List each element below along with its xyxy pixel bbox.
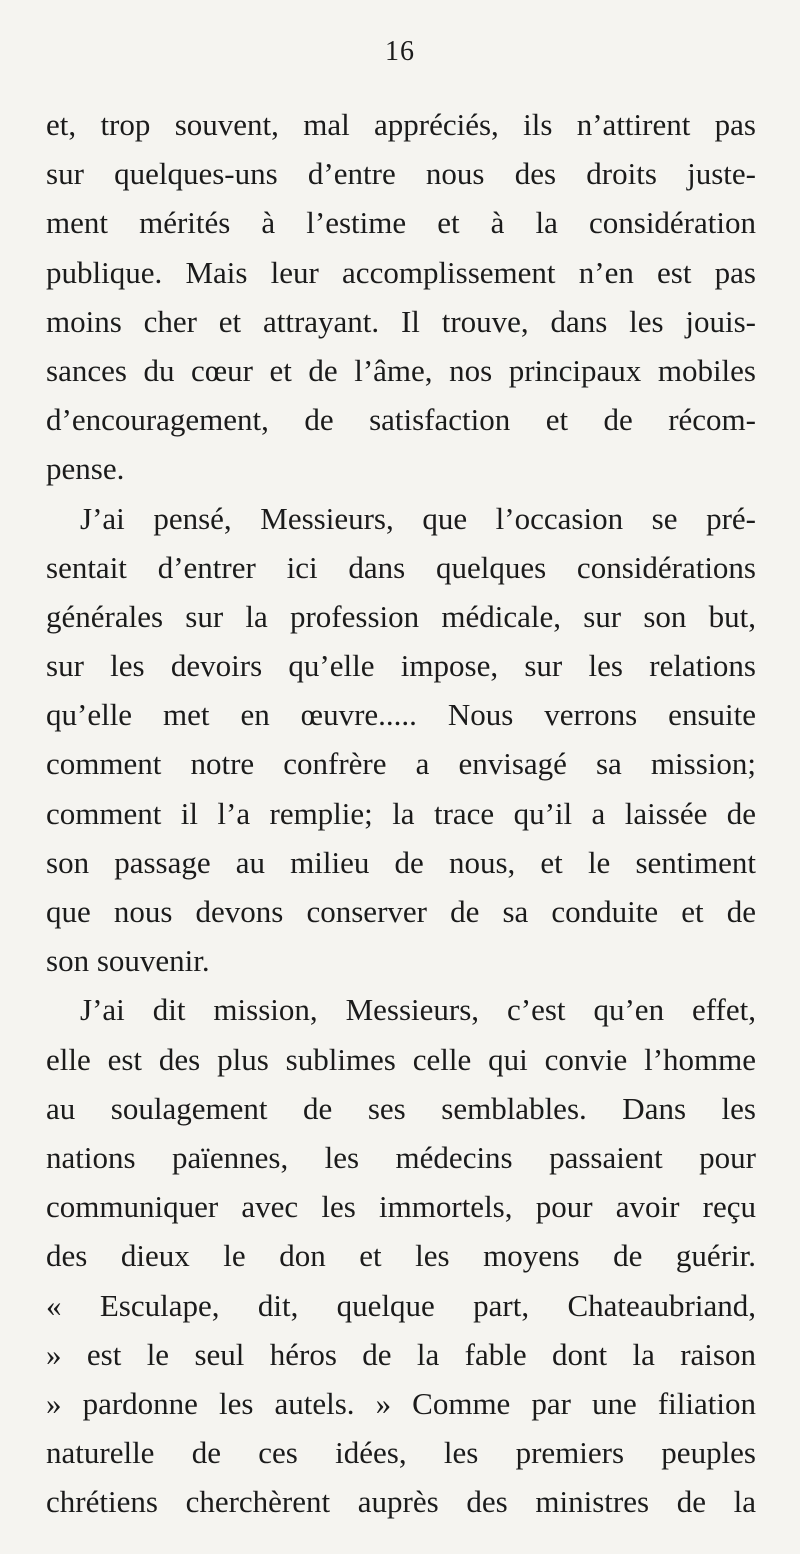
text-line: qu’elle met en œuvre..... Nous verrons ensuite [46, 697, 756, 733]
text-line: » pardonne les autels. » Comme par une filiation [46, 1385, 756, 1421]
text-line: comment notre confrère a envisagé sa mission; [46, 746, 756, 782]
text-line: naturelle de ces idées, les premiers peuples [46, 1435, 756, 1471]
text-line: J’ai dit mission, Messieurs, c’est qu’en effet, [80, 992, 756, 1028]
text-line: » est le seul héros de la fable dont la raison [46, 1336, 756, 1372]
text-line: communiquer avec les immortels, pour avoir reçu [46, 1189, 756, 1225]
body-text [46, 100, 756, 1526]
text-line: sur quelques-uns d’entre nous des droits juste- [46, 156, 756, 192]
text-line: moins cher et attrayant. Il trouve, dans les jouis- [46, 303, 756, 339]
text-line: « Esculape, dit, quelque part, Chateaubriand, [46, 1287, 756, 1323]
text-line: sentait d’entrer ici dans quelques considérations [46, 549, 756, 585]
text-line: elle est des plus sublimes celle qui convie l’homme [46, 1041, 756, 1077]
text-line: J’ai pensé, Messieurs, que l’occasion se pré- [80, 500, 756, 536]
text-line: générales sur la profession médicale, sur son but, [46, 598, 756, 634]
text-line: chrétiens cherchèrent auprès des ministres de la [46, 1484, 756, 1520]
text-line: des dieux le don et les moyens de guérir. [46, 1238, 756, 1274]
text-line: comment il l’a remplie; la trace qu’il a laissée de [46, 795, 756, 831]
text-line: sur les devoirs qu’elle impose, sur les relations [46, 648, 756, 684]
text-line: son souvenir. [46, 943, 210, 979]
text-line: sances du cœur et de l’âme, nos principaux mobiles [46, 352, 756, 388]
text-line: publique. Mais leur accomplissement n’en est pas [46, 254, 756, 290]
text-line: son passage au milieu de nous, et le sentiment [46, 844, 756, 880]
text-line: que nous devons conserver de sa conduite et de [46, 894, 756, 929]
text-line: pense. [46, 451, 125, 487]
text-line: nations païennes, les médecins passaient pour [46, 1139, 756, 1175]
text-line: et, trop souvent, mal appréciés, ils n’attirent pas [46, 107, 756, 142]
text-line: d’encouragement, de satisfaction et de récom- [46, 402, 756, 438]
text-line: au soulagement de ses semblables. Dans les [46, 1090, 756, 1126]
text-line: ment mérités à l’estime et à la considération [46, 205, 756, 241]
page-number: 16 [385, 36, 415, 67]
